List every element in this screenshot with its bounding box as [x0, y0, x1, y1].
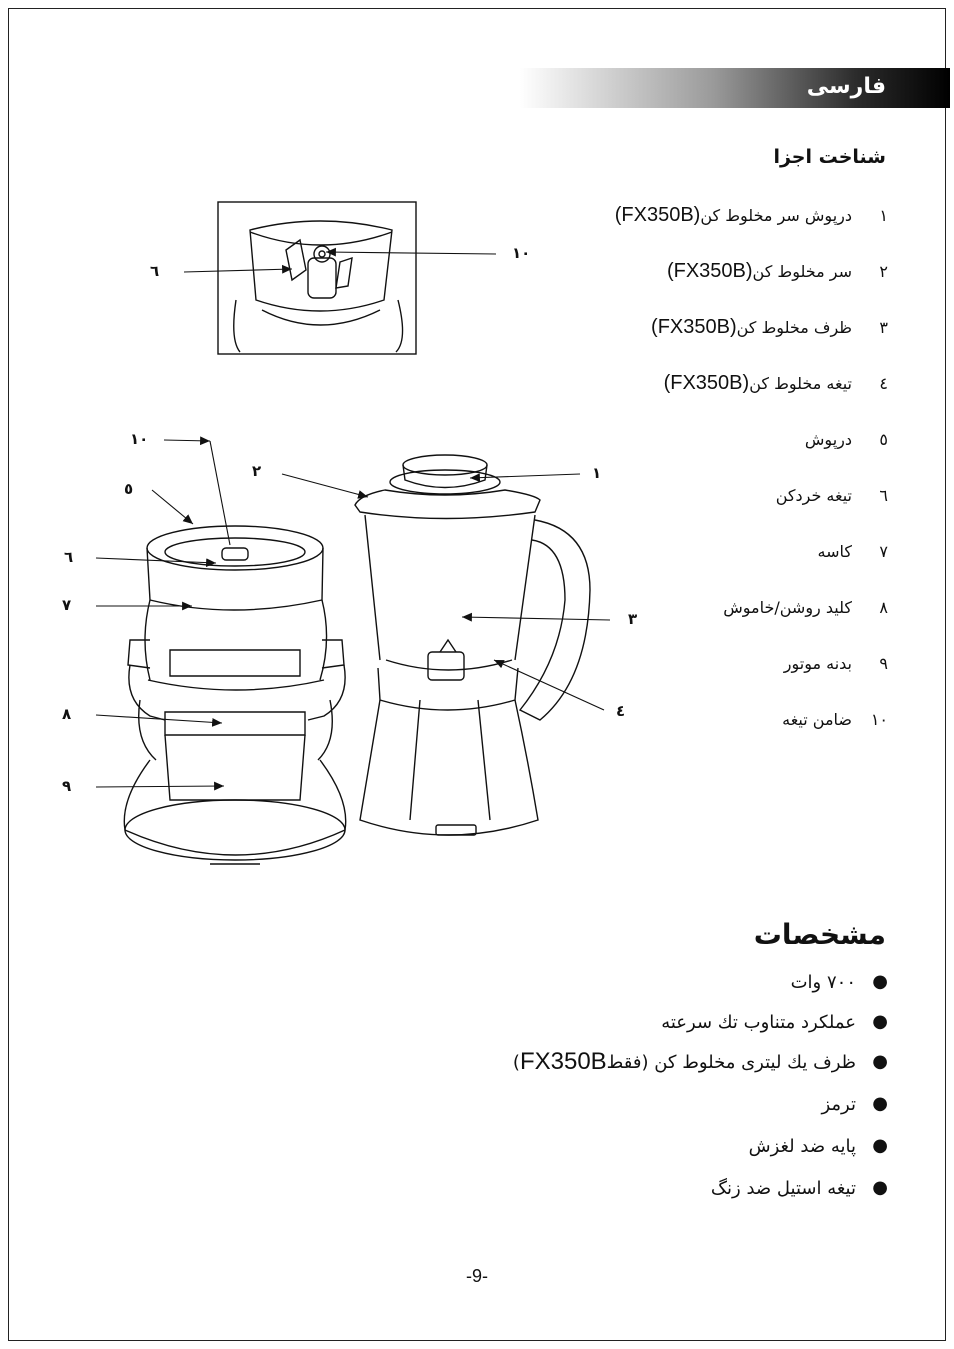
part-number: ٧ [879, 541, 888, 561]
part-number: ٤ [879, 373, 888, 393]
page-number: -9- [466, 1266, 488, 1286]
spec-text: ٧٠٠ وات [790, 971, 856, 993]
blender [355, 455, 590, 835]
bullet-icon: ● [872, 1135, 888, 1156]
part-label: کلید روشن/خاموش [723, 597, 852, 617]
part-label: تیغه خردکن [775, 485, 852, 505]
part-label: تیغه مخلوط کن [749, 373, 852, 393]
part-number: ٣ [879, 317, 888, 337]
callout-2: ٢ [252, 462, 262, 480]
spec-item-6 [448, 1172, 888, 1204]
spec-text: عملکرد متناوب تك سرعته [661, 1011, 856, 1033]
specs-title: مشخصات [753, 918, 886, 951]
part-number: ٢ [879, 261, 888, 281]
part-label: درپوش سر مخلوط کن [700, 205, 852, 225]
bullet-icon: ● [872, 1051, 888, 1072]
part-number: ١٠ [870, 709, 888, 729]
food-chopper [124, 526, 345, 864]
callout-4: ٤ [616, 702, 626, 720]
callout-10-inset: ١٠ [512, 244, 531, 262]
spec-text: ترمز [821, 1093, 856, 1115]
language-title: فارسی [806, 74, 886, 99]
part-label: ضامن تیغه [782, 709, 852, 729]
part-label: ظرف مخلوط کن [736, 317, 852, 337]
bullet-icon: ● [872, 971, 888, 992]
part-number: ٨ [879, 597, 888, 617]
spec-item-4 [448, 1088, 888, 1120]
part-number: ٦ [879, 485, 888, 505]
callout-6: ٦ [64, 548, 74, 566]
callout-6-inset: ٦ [150, 262, 160, 280]
bullet-icon: ● [872, 1011, 888, 1032]
part-model: (FX350B) [663, 371, 750, 394]
callout-5: ٥ [124, 480, 134, 498]
spec-item-5 [448, 1130, 888, 1162]
part-number: ٩ [879, 653, 888, 673]
bullet-icon: ● [872, 1177, 888, 1198]
part-label: سر مخلوط کن [752, 261, 852, 281]
callout-8: ٨ [62, 705, 72, 723]
parts-title: شناخت اجزا [773, 146, 886, 168]
bullet-icon: ● [872, 1093, 888, 1114]
spec-text: پایه ضد لغزش [748, 1135, 856, 1157]
part-label: کاسه [817, 541, 852, 561]
inset-chopper-blade [234, 221, 403, 352]
spec-item-3 [448, 1046, 888, 1078]
spec-text: تیغه استیل ضد زنگ [710, 1177, 856, 1199]
callout-1: ١ [592, 464, 602, 482]
part-label: بدنه موتور [783, 653, 852, 673]
callout-7: ٧ [62, 596, 72, 614]
spec-model: FX350B [519, 1048, 607, 1075]
part-model: (FX350B) [666, 259, 753, 282]
part-number: ٥ [879, 429, 888, 449]
callout-9: ٩ [62, 777, 72, 795]
part-label: درپوش [804, 429, 852, 449]
callout-3: ٣ [628, 610, 638, 628]
spec-item-1 [448, 966, 888, 998]
part-number: ١ [879, 205, 888, 225]
part-model: (FX350B) [614, 203, 701, 226]
spec-suffix: ) [512, 1051, 520, 1073]
callout-10: ١٠ [130, 430, 149, 448]
part-model: (FX350B) [651, 315, 737, 338]
spec-item-2 [448, 1006, 888, 1038]
spec-text: ظرف يك ليتری مخلوط کن (فقط [606, 1051, 856, 1073]
